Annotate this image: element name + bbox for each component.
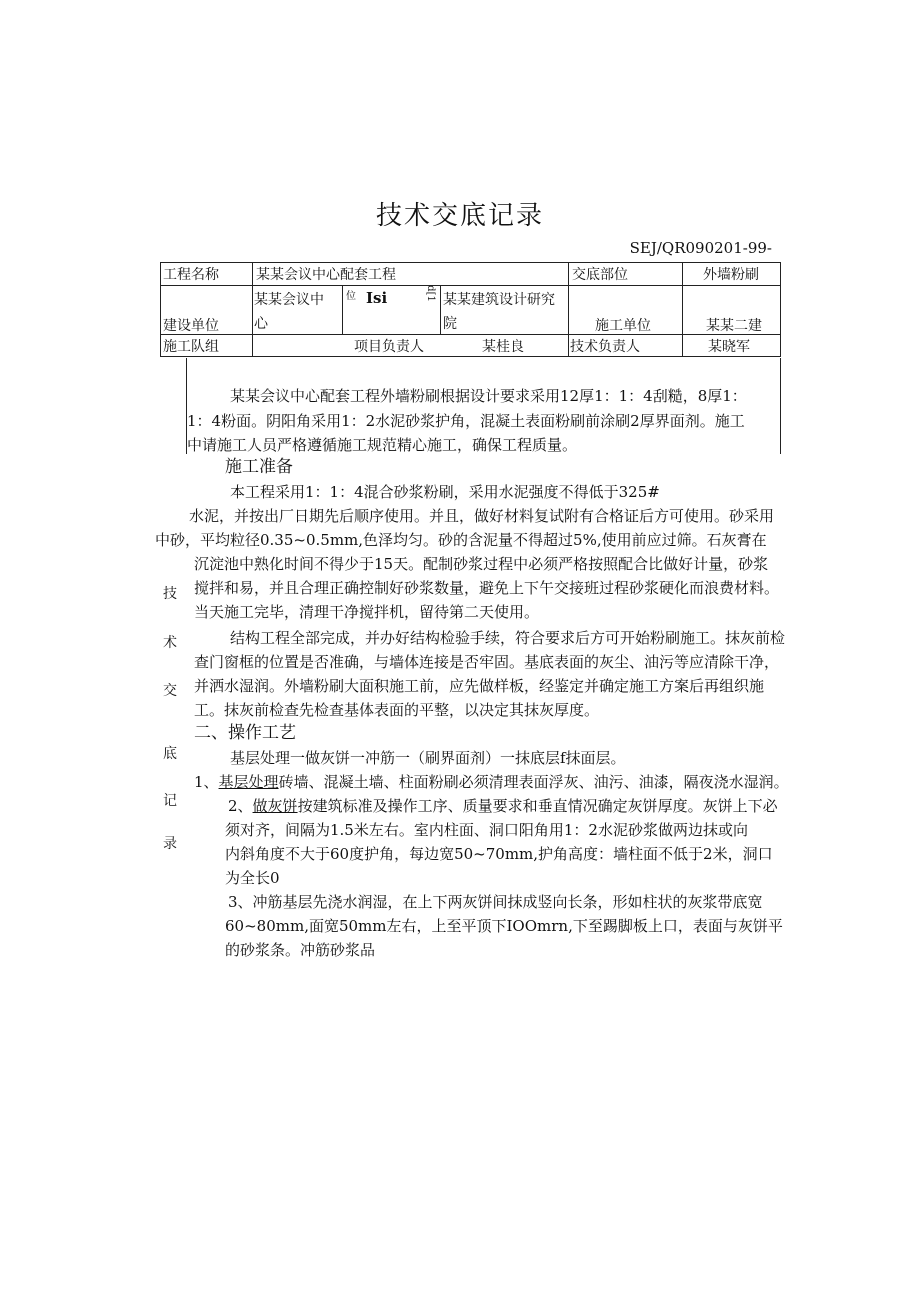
- item-2-line: 须对齐，间隔为1.5米左右。室内柱面、洞口阳角用1：2水泥砂浆做两边抹或向: [225, 821, 748, 839]
- side-label-char: 术: [163, 635, 177, 651]
- item-2-term: 做灰饼: [252, 797, 298, 815]
- sec1-line: 工。抹灰前检查先检查基体表面的平整，以决定其抹灰厚度。: [194, 701, 600, 719]
- item-1-text: 砖墙、混凝土墙、柱面粉刷必须清理表面浮灰、油污、油漆，隔夜浇水湿润。: [278, 773, 789, 791]
- section-value: 外墙粉刷: [703, 267, 759, 283]
- intro-right-border: [780, 358, 781, 454]
- page-title: 技术交底记录: [375, 201, 544, 231]
- item-3-line: 60~80mm,面宽50mm左右，上至平顶下IOOmrn,下至踢脚板上口，表面与灰饼平: [225, 917, 783, 935]
- pm-value: 某桂良: [482, 339, 524, 355]
- section-2-title: 二、操作工艺: [194, 723, 296, 743]
- item-1: [194, 771, 789, 794]
- sec1-line: 并洒水湿润。外墙粉刷大面积施工前，应先做样板，经鉴定并确定施工方案后再组织施: [194, 677, 765, 695]
- project-name-label: 工程名称: [163, 267, 219, 283]
- designer-value-line1: 某某建筑设计研究: [443, 292, 555, 308]
- stamp-mark-a: 位: [346, 291, 356, 302]
- item-1-prefix: 1、: [194, 773, 219, 791]
- builder-label: 建设单位: [163, 318, 219, 334]
- pm-label: 项目负责人: [354, 339, 424, 355]
- item-2-text: 按建筑标准及操作工序、质量要求和垂直情况确定灰饼厚度。灰饼上下必: [297, 797, 778, 815]
- side-label-char: 录: [163, 836, 177, 852]
- stamp-mark-b: Isi: [366, 289, 388, 307]
- item-3-line: 的砂浆条。冲筋砂浆品: [225, 941, 376, 959]
- contractor-label: 施工单位: [595, 318, 651, 334]
- section-1-title: 施工准备: [225, 457, 293, 477]
- item-3-line: 3、冲筋基层先浇水润湿，在上下两灰饼间抹成竖向长条，形如柱状的灰浆带底宽: [228, 893, 763, 911]
- item-1-term: 基层处理: [218, 773, 279, 791]
- team-label: 施工队组: [163, 339, 219, 355]
- intro-line-2: 1：4粉面。阴阳角采用1：2水泥砂浆护角，混凝土表面粉刷前涂刷2厚界面剂。施工: [187, 412, 745, 430]
- sec2-flow: 基层处理一做灰饼一冲筋一（刷界面剂）一抹底层f抹面层。: [230, 749, 626, 767]
- sec1-line: 中砂，平均粒径0.35~0.5mm,色泽均匀。砂的含泥量不得超过5%,使用前应过筛。石灰膏在: [155, 531, 767, 549]
- intro-line-1: 某某会议中心配套工程外墙粉刷根据设计要求采用12厚1：1：4刮糙，8厚1：: [230, 387, 747, 405]
- sec1-line: 沉淀池中熟化时间不得少于15天。配制砂浆过程中必须严格按照配合比做好计量，砂浆: [194, 555, 769, 573]
- item-2: [228, 795, 778, 818]
- side-label-char: 底: [163, 746, 177, 762]
- side-label-char: 记: [163, 793, 177, 809]
- item-2-line: 为全长0: [225, 869, 280, 887]
- section-label: 交底部位: [572, 267, 628, 283]
- contractor-value: 某某二建: [706, 318, 762, 334]
- intro-line-3: 中请施工人员严格遵循施工规范精心施工，确保工程质量。: [187, 436, 578, 454]
- tech-value: 某晓军: [708, 339, 750, 355]
- item-2-prefix: 2、: [228, 797, 253, 815]
- designer-value-line2: 院: [443, 316, 457, 332]
- sec1-line: 查门窗框的位置是否准确，与墙体连接是否牢固。基底表面的灰尘、油污等应清除干净，: [194, 653, 780, 671]
- sec1-line: 水泥，并按出厂日期先后顺序使用。并且，做好材料复试附有合格证后方可使用。砂采用: [189, 507, 775, 525]
- document-code: SEJ/QR090201-99-: [629, 239, 772, 257]
- sec1-line: 本工程采用1：1：4混合砂浆粉刷，采用水泥强度不得低于325#: [230, 483, 660, 501]
- project-name-value: 某某会议中心配套工程: [256, 267, 396, 283]
- sec1-line: 结构工程全部完成，并办好结构检验手续，符合要求后方可开始粉刷施工。抹灰前检: [230, 629, 786, 647]
- stamp-mark-c: d[1: [424, 285, 436, 302]
- sec1-line: 搅拌和易，并且合理正确控制好砂浆数量，避免上下午交接班过程砂浆硬化而浪费材料。: [194, 579, 780, 597]
- builder-value-line2: 心: [254, 316, 268, 332]
- item-2-line: 内斜角度不大于60度护角，每边宽50~70mm,护角高度：墙柱面不低于2米，洞口: [225, 845, 773, 863]
- sec1-line: 当天施工完毕，清理干净搅拌机，留待第二天使用。: [194, 603, 540, 621]
- side-label-char: 技: [163, 586, 177, 602]
- tech-label: 技术负责人: [570, 339, 640, 355]
- side-label-char: 交: [163, 683, 177, 699]
- header-table: [160, 262, 781, 357]
- builder-value-line1: 某某会议中: [254, 292, 324, 308]
